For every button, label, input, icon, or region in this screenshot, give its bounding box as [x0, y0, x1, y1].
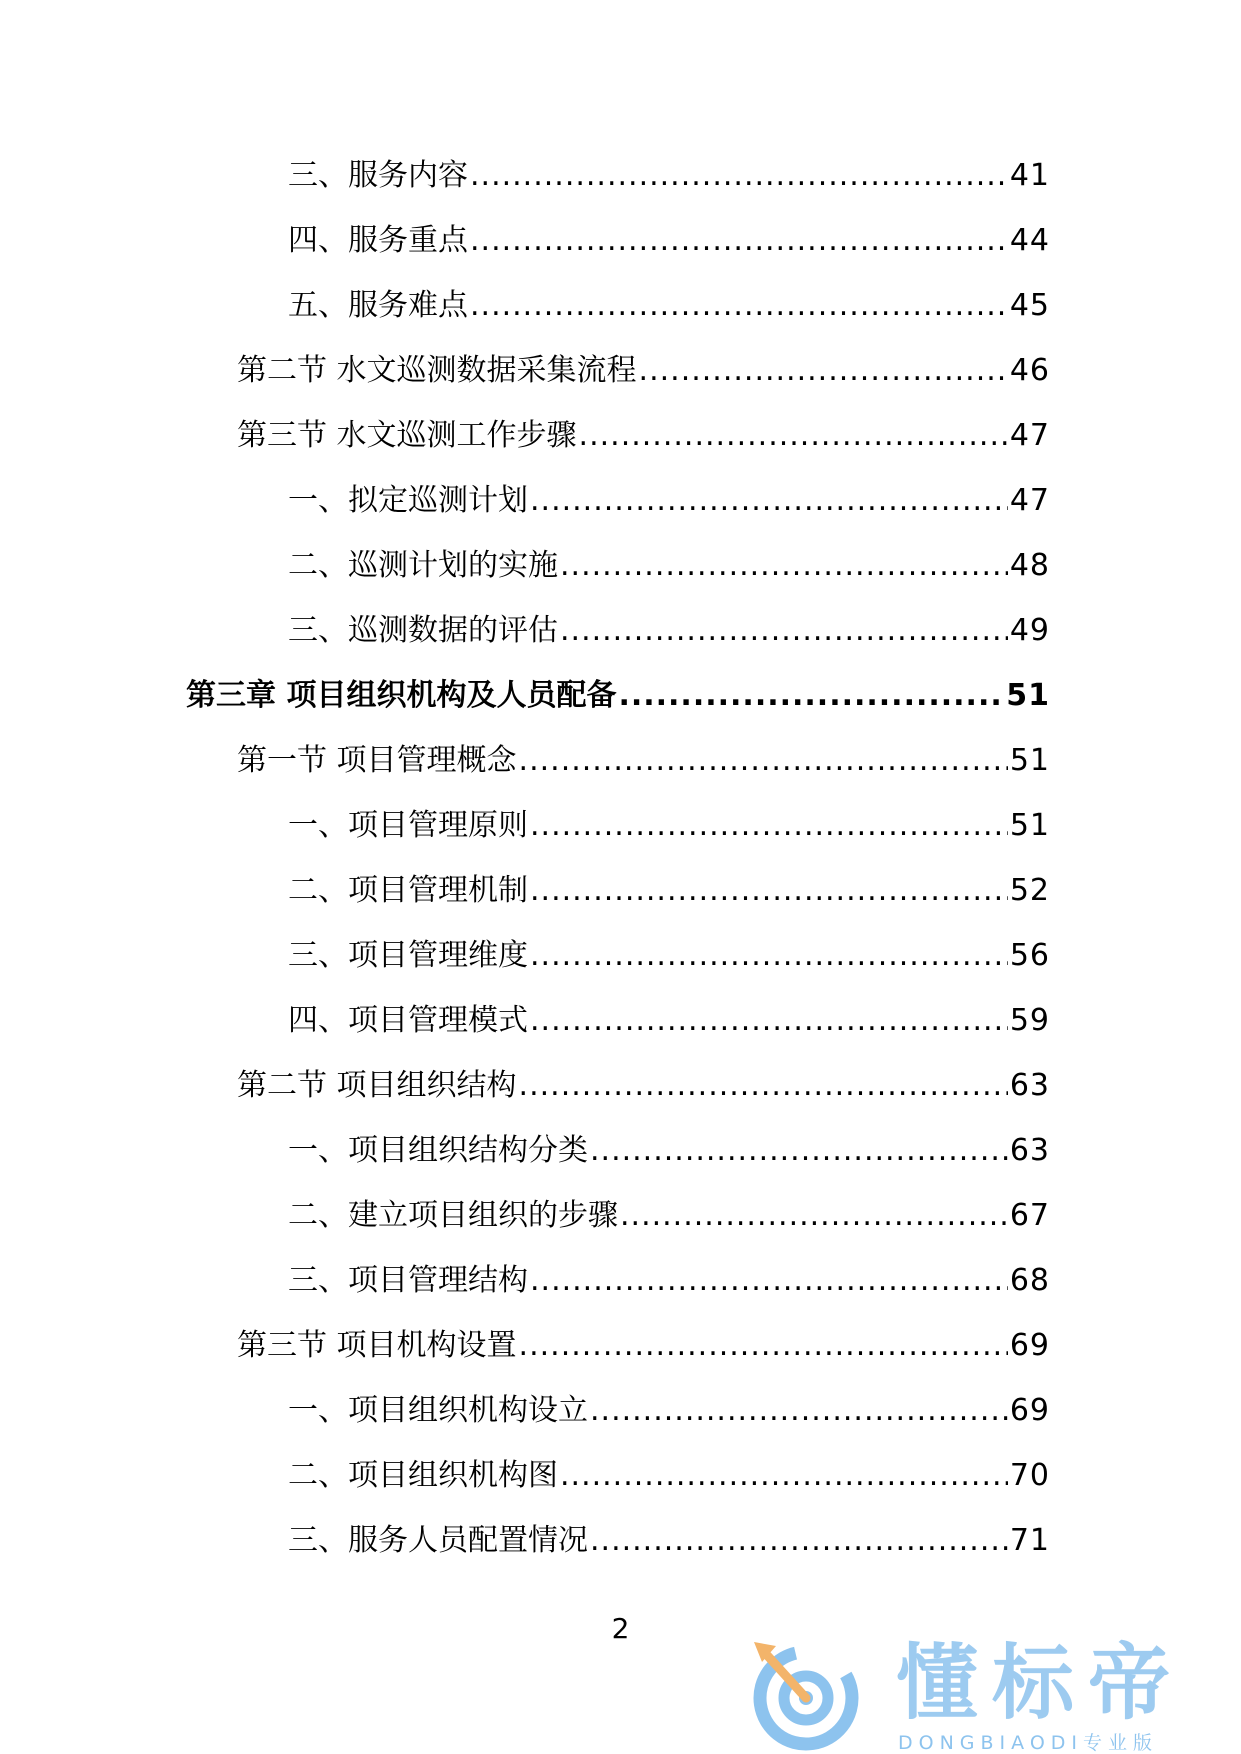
- toc-entry-title: 第三章 项目组织机构及人员配备: [186, 678, 617, 713]
- toc-entry-page-number: 48: [1009, 548, 1050, 583]
- toc-entry-page-number: 47: [1009, 418, 1050, 453]
- toc-dot-leader: [530, 1003, 1008, 1039]
- toc-dot-leader: [579, 418, 1008, 454]
- toc-dot-leader: [620, 1198, 1008, 1234]
- toc-entry[interactable]: [0, 873, 1241, 938]
- toc-entry-page-number: 63: [1009, 1068, 1050, 1103]
- toc-entry-title: 一、项目组织结构分类: [288, 1133, 588, 1168]
- toc-dot-leader: [590, 1133, 1008, 1169]
- toc-entry-page-number: 49: [1009, 613, 1050, 648]
- toc-entry-title: 四、服务重点: [288, 223, 468, 258]
- toc-dot-leader: [639, 353, 1008, 389]
- toc-entry-page-number: 41: [1009, 158, 1050, 193]
- toc-entry-title: 三、项目管理结构: [288, 1263, 528, 1298]
- toc-dot-leader: [560, 548, 1008, 584]
- toc-entry[interactable]: [0, 1458, 1241, 1523]
- toc-entry[interactable]: [0, 1003, 1241, 1068]
- toc-dot-leader: [530, 873, 1008, 909]
- toc-entry[interactable]: [0, 548, 1241, 613]
- toc-dot-leader: [519, 1068, 1008, 1104]
- toc-dot-leader: [590, 1393, 1008, 1429]
- toc-entry-title: 第一节 项目管理概念: [237, 743, 517, 778]
- toc-entry-page-number: 71: [1009, 1523, 1050, 1558]
- toc-entry[interactable]: [0, 483, 1241, 548]
- watermark: [748, 1632, 1241, 1754]
- toc-entry-page-number: 56: [1009, 938, 1050, 973]
- toc-entry-title: 三、服务内容: [288, 158, 468, 193]
- toc-dot-leader: [470, 223, 1008, 259]
- toc-entry-page-number: 59: [1009, 1003, 1050, 1038]
- toc-entry-page-number: 69: [1009, 1393, 1050, 1428]
- toc-entry-page-number: 67: [1009, 1198, 1050, 1233]
- toc-entry-title: 二、巡测计划的实施: [288, 548, 558, 583]
- watermark-brand: 懂标帝: [896, 1636, 1185, 1731]
- toc-entry[interactable]: [0, 808, 1241, 873]
- toc-dot-leader: [618, 678, 1004, 714]
- toc-entry-page-number: 68: [1009, 1263, 1050, 1298]
- toc-dot-leader: [590, 1523, 1008, 1559]
- toc-entry-title: 第二节 水文巡测数据采集流程: [237, 353, 637, 388]
- toc-dot-leader: [530, 483, 1008, 519]
- toc-entry-page-number: 51: [1009, 808, 1050, 843]
- toc-entry-page-number: 63: [1009, 1133, 1050, 1168]
- toc-entry-title: 二、项目管理机制: [288, 873, 528, 908]
- toc-dot-leader: [530, 808, 1008, 844]
- toc-dot-leader: [530, 938, 1008, 974]
- toc-entry-title: 一、项目管理原则: [288, 808, 528, 843]
- toc-entry-title: 三、巡测数据的评估: [288, 613, 558, 648]
- toc-entry-title: 一、拟定巡测计划: [288, 483, 528, 518]
- toc-entry[interactable]: [0, 1263, 1241, 1328]
- toc-entry-title: 三、项目管理维度: [288, 938, 528, 973]
- toc-entry[interactable]: [0, 1068, 1241, 1133]
- toc-entry-title: 第三节 水文巡测工作步骤: [237, 418, 577, 453]
- toc-dot-leader: [470, 288, 1008, 324]
- toc-entry-page-number: 52: [1009, 873, 1050, 908]
- watermark-subtitle: DONGBIAODI专业版: [898, 1732, 1159, 1754]
- toc-dot-leader: [519, 743, 1008, 779]
- table-of-contents: [0, 158, 1241, 1588]
- toc-entry-title: 第三节 项目机构设置: [237, 1328, 517, 1363]
- toc-entry[interactable]: [0, 613, 1241, 678]
- toc-entry[interactable]: [0, 353, 1241, 418]
- toc-entry[interactable]: [0, 158, 1241, 223]
- page-number: 2: [611, 1612, 630, 1645]
- target-arrow-icon: [748, 1632, 868, 1754]
- toc-entry[interactable]: [0, 1393, 1241, 1458]
- toc-entry[interactable]: [0, 288, 1241, 353]
- toc-entry[interactable]: [0, 1328, 1241, 1393]
- toc-entry-title: 一、项目组织机构设立: [288, 1393, 588, 1428]
- toc-entry-title: 二、项目组织机构图: [288, 1458, 558, 1493]
- toc-dot-leader: [470, 158, 1008, 194]
- toc-entry[interactable]: [0, 743, 1241, 808]
- toc-entry-title: 二、建立项目组织的步骤: [288, 1198, 618, 1233]
- toc-entry-page-number: 51: [1006, 678, 1050, 713]
- toc-entry[interactable]: [0, 1198, 1241, 1263]
- toc-entry-page-number: 45: [1009, 288, 1050, 323]
- toc-dot-leader: [560, 613, 1008, 649]
- toc-entry-title: 三、服务人员配置情况: [288, 1523, 588, 1558]
- toc-dot-leader: [560, 1458, 1008, 1494]
- toc-entry[interactable]: [0, 938, 1241, 1003]
- toc-entry-page-number: 51: [1009, 743, 1050, 778]
- toc-entry-title: 第二节 项目组织结构: [237, 1068, 517, 1103]
- toc-entry-title: 四、项目管理模式: [288, 1003, 528, 1038]
- toc-dot-leader: [519, 1328, 1008, 1364]
- toc-entry-page-number: 69: [1009, 1328, 1050, 1363]
- toc-entry[interactable]: [0, 678, 1241, 743]
- toc-entry-page-number: 46: [1009, 353, 1050, 388]
- toc-entry[interactable]: [0, 1523, 1241, 1588]
- toc-entry-page-number: 47: [1009, 483, 1050, 518]
- toc-dot-leader: [530, 1263, 1008, 1299]
- toc-entry-page-number: 70: [1009, 1458, 1050, 1493]
- toc-entry-page-number: 44: [1009, 223, 1050, 258]
- toc-entry-title: 五、服务难点: [288, 288, 468, 323]
- toc-entry[interactable]: [0, 223, 1241, 288]
- toc-entry[interactable]: [0, 418, 1241, 483]
- toc-entry[interactable]: [0, 1133, 1241, 1198]
